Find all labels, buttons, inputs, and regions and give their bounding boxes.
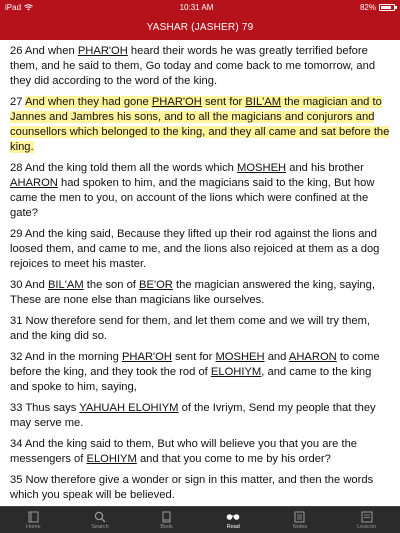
verse-paragraph[interactable] bbox=[10, 95, 390, 155]
lexicon-name-link[interactable]: MOSHEH bbox=[215, 351, 265, 363]
verse-text bbox=[10, 315, 370, 342]
tab-label: Read bbox=[226, 524, 240, 530]
nav-bar bbox=[0, 14, 400, 40]
read-glasses-icon bbox=[226, 510, 240, 523]
home-book-icon bbox=[26, 510, 40, 523]
lexicon-name-link[interactable]: MOSHEH bbox=[237, 162, 287, 174]
status-bar bbox=[0, 0, 400, 14]
verse-text-segment: And when they had gone bbox=[24, 96, 152, 108]
verse-paragraph[interactable] bbox=[10, 437, 390, 467]
lexicon-name-link[interactable]: ELOHIYM bbox=[86, 453, 137, 465]
verse-text bbox=[10, 45, 375, 87]
verse-paragraph[interactable] bbox=[10, 278, 390, 308]
verse-text-segment: 35 Now therefore give a wonder or sign in this matter, and then the words which you speak will be believed. bbox=[10, 474, 374, 501]
lexicon-name-link[interactable]: BIL'AM bbox=[245, 96, 282, 108]
tab-book[interactable] bbox=[137, 510, 197, 530]
verse-text-segment: 32 And in the morning bbox=[10, 351, 122, 363]
verse-text-segment: 30 And bbox=[10, 279, 48, 291]
verse-text-segment: to come before the king, and they took the rod of bbox=[10, 351, 380, 378]
tab-label: Search bbox=[91, 524, 109, 530]
search-icon bbox=[93, 510, 107, 523]
verse-paragraph[interactable] bbox=[10, 44, 390, 89]
battery-level-fill bbox=[381, 6, 391, 9]
verse-text-segment: sent for bbox=[201, 96, 246, 108]
verse-text-segment: and his brother bbox=[286, 162, 364, 174]
verse-text-segment: of the Ivriym, Send my people that they may serve me. bbox=[10, 402, 376, 429]
verse-text-segment: and bbox=[264, 351, 289, 363]
verse-text-segment: sent for bbox=[171, 351, 216, 363]
verse-text-segment: 28 And the king told them all the words which bbox=[10, 162, 237, 174]
verse-paragraph[interactable] bbox=[10, 350, 390, 395]
verse-text bbox=[10, 402, 376, 429]
lexicon-name-link[interactable]: BE'OR bbox=[139, 279, 173, 291]
highlighted-verse-text bbox=[10, 96, 389, 153]
lexicon-name-link[interactable]: ELOHIYM bbox=[210, 366, 262, 378]
page-title: YASHAR (JASHER) 79 bbox=[146, 21, 254, 33]
status-right bbox=[360, 3, 395, 12]
verse-text-segment: the son of bbox=[83, 279, 140, 291]
status-left bbox=[5, 3, 33, 12]
verse-text-segment: heard their words he was greatly terrified before them, and he said to them, Go today and come back to me tomorrow, and they did according to the word of the king. bbox=[10, 45, 376, 87]
verse-paragraph[interactable] bbox=[10, 473, 390, 503]
verse-text-segment: , and came to the king and spoke to him, saying, bbox=[10, 366, 372, 393]
verse-text-segment: 31 Now therefore send for them, and let them come and we will try them, and the king did so. bbox=[10, 315, 371, 342]
verse-text bbox=[10, 228, 379, 270]
lexicon-name-link[interactable]: AHARON bbox=[10, 177, 58, 189]
verse-paragraph[interactable] bbox=[10, 227, 390, 272]
lexicon-name-link[interactable]: PHAR'OH bbox=[77, 45, 128, 57]
carrier-label: iPad bbox=[5, 2, 22, 12]
tab-home[interactable] bbox=[3, 510, 63, 530]
tab-search[interactable] bbox=[70, 510, 130, 530]
reading-content[interactable] bbox=[0, 40, 400, 506]
lexicon-name-link[interactable]: AHARON bbox=[288, 351, 337, 363]
tab-label: Home bbox=[25, 524, 41, 530]
verse-text-segment: 34 And the king said to them, But who will believe you that you are the messengers of bbox=[10, 438, 358, 465]
status-time: 10:31 AM bbox=[179, 2, 214, 12]
book-icon bbox=[160, 510, 174, 523]
verse-text-segment: and that you come to me by his order? bbox=[136, 453, 331, 465]
verse-paragraph[interactable] bbox=[10, 401, 390, 431]
tab-label: Notes bbox=[292, 524, 308, 530]
verse-text-segment: 33 Thus says bbox=[10, 402, 80, 414]
verse-text-segment: the magician answered the king, saying, These are none else than magicians like ourselves. bbox=[10, 279, 375, 306]
verse-text bbox=[10, 279, 375, 306]
tab-bar bbox=[0, 506, 400, 533]
lexicon-name-link[interactable]: PHAR'OH bbox=[121, 351, 172, 363]
tab-read[interactable] bbox=[203, 510, 263, 530]
lexicon-name-link[interactable]: PHAR'OH bbox=[151, 96, 202, 108]
notes-icon bbox=[293, 510, 307, 523]
verse-number: 27 bbox=[10, 96, 25, 108]
verse-text bbox=[10, 351, 380, 393]
lexicon-icon bbox=[360, 510, 374, 523]
lexicon-name-link[interactable]: YAHUAH ELOHIYM bbox=[79, 402, 179, 414]
tab-lexicon[interactable] bbox=[337, 510, 397, 530]
verse-text bbox=[10, 474, 373, 501]
tab-label: Lexicon bbox=[357, 524, 377, 530]
verse-paragraph[interactable] bbox=[10, 161, 390, 221]
battery-icon bbox=[379, 4, 395, 11]
verse-text-segment: 26 And when bbox=[10, 45, 78, 57]
verse-text bbox=[10, 162, 374, 219]
verse-paragraph[interactable] bbox=[10, 314, 390, 344]
verse-text bbox=[10, 438, 357, 465]
verse-text-segment: had spoken to him, and the magicians said to the king, But how came the men to you, on account of the lions which were confined at the gate? bbox=[10, 177, 375, 219]
battery-percent: 82% bbox=[359, 2, 376, 12]
tab-label: Book bbox=[160, 524, 173, 530]
lexicon-name-link[interactable]: BIL'AM bbox=[47, 279, 84, 291]
wifi-icon bbox=[24, 4, 33, 11]
tab-notes[interactable] bbox=[270, 510, 330, 530]
verse-text-segment: the magician and to Jannes and Jambres his sons, and to all the magicians and conjurors and counsellors which belonged to the king, and they all came and sat before the king. bbox=[10, 96, 390, 153]
verse-text-segment: 29 And the king said, Because they lifted up their rod against the lions and loosed them, and came to me, and the lions also rejoiced at them as a dog rejoices to meet his master. bbox=[10, 228, 380, 270]
